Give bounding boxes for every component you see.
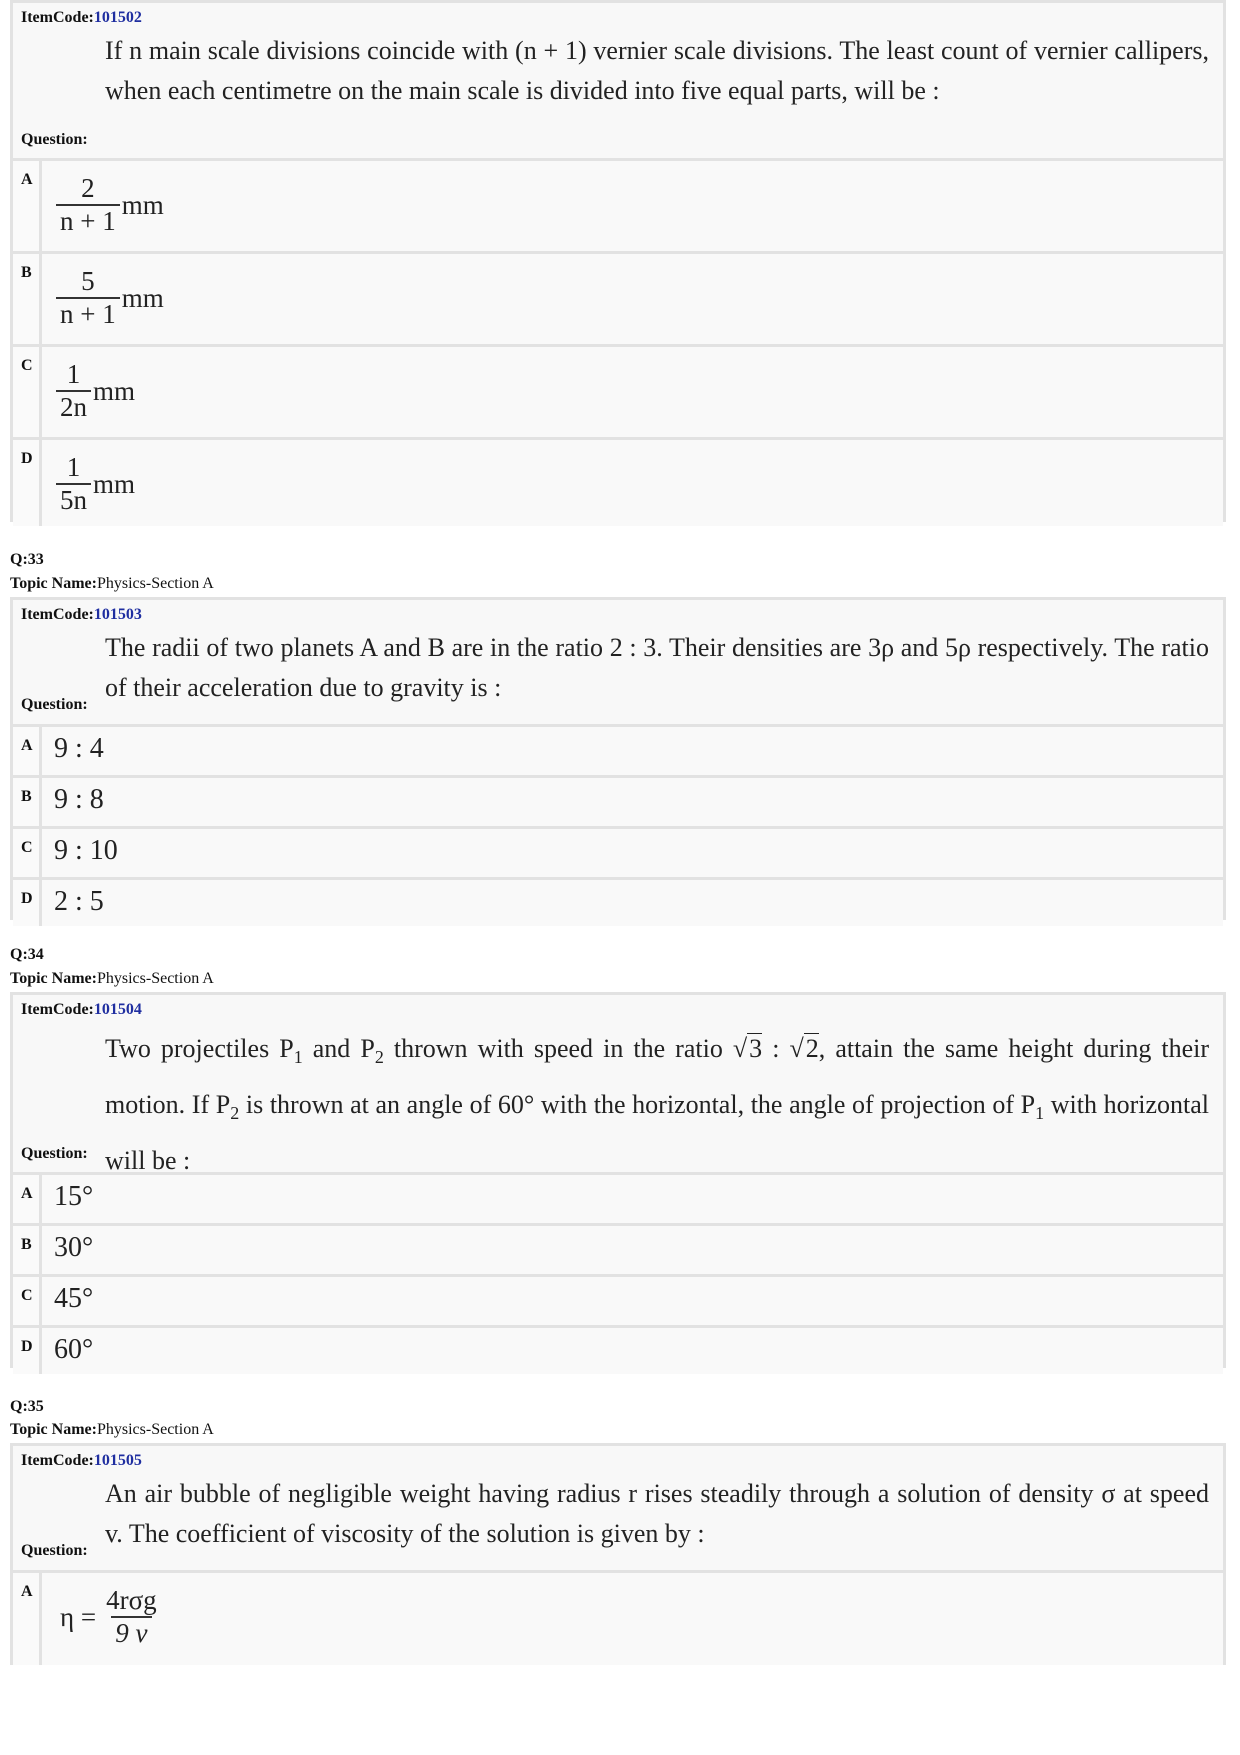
option-letter: B xyxy=(13,778,42,826)
denominator: 5n xyxy=(56,483,91,516)
option-a[interactable] xyxy=(13,161,1223,251)
unit: mm xyxy=(121,189,164,220)
unit: mm xyxy=(93,375,136,406)
item-code: ItemCode:101505 xyxy=(21,1452,142,1469)
item-code-value: 101502 xyxy=(93,9,142,26)
option-letter: D xyxy=(13,880,42,926)
topic-label: Topic Name: xyxy=(10,1421,97,1438)
option-value: 9 : 8 xyxy=(54,784,104,815)
option-text xyxy=(42,1175,1223,1223)
option-value: 15° xyxy=(54,1181,94,1212)
option-text xyxy=(42,1226,1223,1274)
question-label: Question: xyxy=(21,131,88,148)
question-label: Question: xyxy=(21,1542,88,1559)
option-letter: B xyxy=(13,254,42,344)
option-letter: C xyxy=(13,829,42,877)
option-body xyxy=(42,347,1223,437)
item-code-value: 101505 xyxy=(93,1452,142,1469)
option-d[interactable] xyxy=(13,877,1223,926)
numerator: 1 xyxy=(66,452,81,482)
numerator: 4rσg xyxy=(106,1585,157,1615)
option-letter: C xyxy=(13,347,42,437)
question-number xyxy=(10,1397,44,1417)
option-letter: A xyxy=(13,1175,42,1223)
option-letter: C xyxy=(13,1277,42,1325)
question-card-33 xyxy=(10,597,1226,920)
q-number-text: Q:33 xyxy=(10,551,44,568)
question-row xyxy=(13,600,1223,727)
question-card-35 xyxy=(10,1443,1226,1665)
option-a[interactable] xyxy=(13,727,1223,775)
options-list xyxy=(13,1175,1223,1374)
option-letter: A xyxy=(13,727,42,775)
option-value: 60° xyxy=(54,1334,94,1365)
unit: mm xyxy=(93,468,136,499)
numerator: 1 xyxy=(66,359,81,389)
option-c[interactable] xyxy=(13,344,1223,437)
numerator: 2 xyxy=(81,173,95,203)
item-code-value: 101503 xyxy=(93,606,142,623)
topic-value: Physics-Section A xyxy=(96,575,214,592)
option-a[interactable] xyxy=(13,1175,1223,1223)
equation-lhs: η = xyxy=(60,1601,97,1632)
fraction xyxy=(56,173,120,237)
option-value: 9 : 10 xyxy=(54,835,118,866)
topic-label: Topic Name: xyxy=(10,575,97,592)
option-b[interactable] xyxy=(13,1223,1223,1274)
denominator: n + 1 xyxy=(56,204,120,237)
question-text: The radii of two planets A and B are in the ratio 2 : 3. Their densities are 3ρ and 5ρ respectively. The ratio of their acceleration due to gravity is : xyxy=(105,633,1209,702)
option-value: 30° xyxy=(54,1232,94,1263)
question-card-32 xyxy=(10,0,1226,522)
option-a[interactable] xyxy=(13,1573,1223,1665)
option-d[interactable] xyxy=(13,1325,1223,1374)
fraction xyxy=(56,452,91,516)
option-body xyxy=(42,440,1223,526)
option-body xyxy=(42,161,1223,251)
sqrt-3: 3 xyxy=(749,1034,763,1063)
option-text xyxy=(42,778,1223,826)
options-list xyxy=(13,1573,1223,1665)
option-body xyxy=(42,254,1223,344)
option-text xyxy=(42,1328,1223,1374)
topic-label: Topic Name: xyxy=(10,970,97,987)
item-code: ItemCode:101502 xyxy=(21,9,142,26)
option-letter: A xyxy=(13,1573,42,1665)
question-number xyxy=(10,550,44,570)
option-value: 45° xyxy=(54,1283,94,1314)
option-value: 2 : 5 xyxy=(54,886,104,917)
question-label: Question: xyxy=(21,1145,88,1162)
fraction xyxy=(56,359,91,423)
q-number-text: Q:34 xyxy=(10,946,44,963)
q-number-text: Q:35 xyxy=(10,1398,44,1415)
numerator: 5 xyxy=(81,266,95,296)
item-code: ItemCode:101504 xyxy=(21,1001,142,1018)
question-text: An air bubble of negligible weight having radius r rises steadily through a solution of density σ at speed v. The coefficient of viscosity of the solution is given by : xyxy=(105,1479,1209,1548)
option-d[interactable] xyxy=(13,437,1223,526)
option-b[interactable] xyxy=(13,251,1223,344)
option-value: 9 : 4 xyxy=(54,733,104,764)
question-text: If n main scale divisions coincide with (n + 1) vernier scale divisions. The least count of vernier callipers, when each centimetre on the main scale is divided into five equal parts, will be : xyxy=(105,36,1209,105)
question-label: Question: xyxy=(21,696,88,713)
question-text: Two projectiles $P_1$ and $P_2$ thrown with speed in the ratio √3 : √2, attain the same height during their motion. If $P_2$ is thrown at an angle of 60° with the horizontal, the angle of projection of $P_1$ with horizontal will be : xyxy=(105,1034,1210,1175)
topic-name xyxy=(10,1420,214,1440)
topic-value: Physics-Section A xyxy=(96,970,214,987)
question-number xyxy=(10,945,44,965)
question-row xyxy=(13,3,1223,161)
option-body xyxy=(42,1573,1223,1665)
question-row xyxy=(13,995,1223,1175)
topic-name xyxy=(10,574,214,594)
options-list xyxy=(13,161,1223,526)
unit: mm xyxy=(121,282,164,313)
question-row xyxy=(13,1446,1223,1573)
option-c[interactable] xyxy=(13,1274,1223,1325)
option-text xyxy=(42,829,1223,877)
fraction xyxy=(56,266,120,330)
option-text xyxy=(42,727,1223,775)
option-text xyxy=(42,880,1223,926)
denominator: 2n xyxy=(56,390,91,423)
sqrt-2: 2 xyxy=(805,1034,819,1063)
option-b[interactable] xyxy=(13,775,1223,826)
option-letter: A xyxy=(13,161,42,251)
option-letter: D xyxy=(13,440,42,526)
option-text xyxy=(42,1277,1223,1325)
topic-name xyxy=(10,969,214,989)
item-code-value: 101504 xyxy=(93,1001,142,1018)
item-code: ItemCode:101503 xyxy=(21,606,142,623)
topic-value: Physics-Section A xyxy=(96,1421,214,1438)
option-letter: B xyxy=(13,1226,42,1274)
denominator: 9 v xyxy=(111,1616,151,1649)
option-letter: D xyxy=(13,1328,42,1374)
denominator: n + 1 xyxy=(56,297,120,330)
options-list xyxy=(13,727,1223,926)
fraction xyxy=(102,1585,161,1649)
option-c[interactable] xyxy=(13,826,1223,877)
question-card-34 xyxy=(10,992,1226,1368)
